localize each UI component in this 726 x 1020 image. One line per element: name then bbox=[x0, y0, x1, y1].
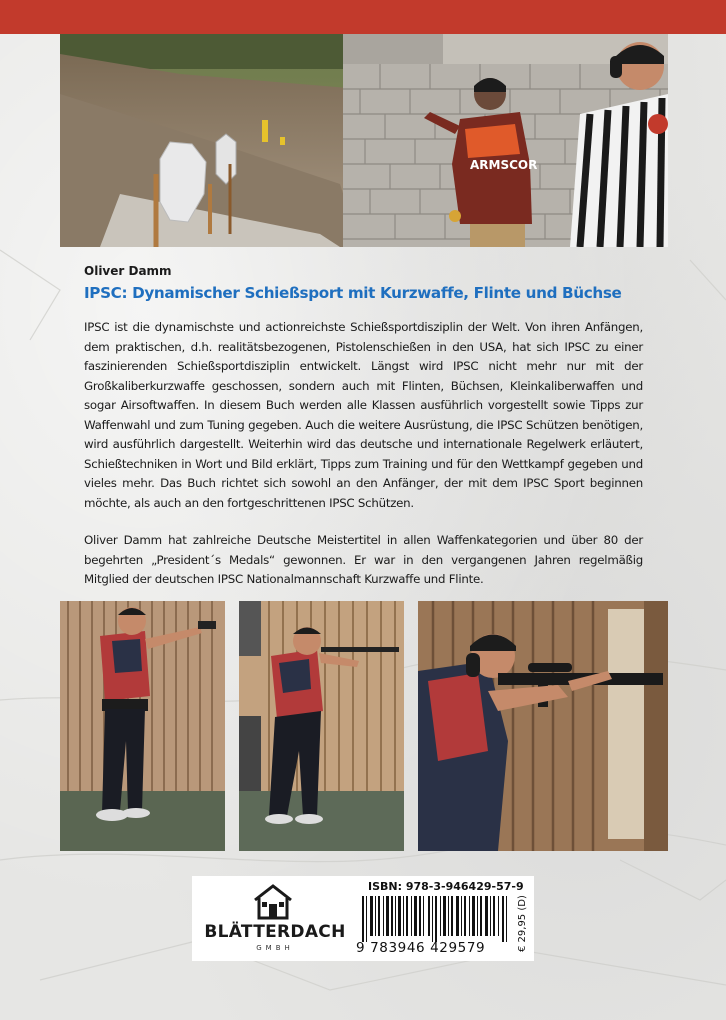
publisher-suffix: GMBH bbox=[256, 944, 294, 952]
photo-rifle-shooter bbox=[418, 601, 668, 851]
barcode-digits: 9 783946 429579 bbox=[356, 940, 486, 956]
author-name: Oliver Damm bbox=[84, 264, 172, 278]
isbn-block bbox=[192, 876, 534, 961]
jersey-text: ARMSCOR bbox=[470, 158, 538, 172]
photo-shotgun-shooter bbox=[239, 601, 404, 851]
hero-photo bbox=[60, 34, 668, 247]
photo-pistol-shooter bbox=[60, 601, 225, 851]
author-bio-paragraph: Oliver Damm hat zahlreiche Deutsche Meistertitel in allen Waffenkategorien und über 80 der begehrten „President´s Medals“ gewonnen. Er war in den vergangenen Jahren regelmäßig Mitglied der deutschen IPSC Nationalmannschaft Kurzwaffe und Flinte. bbox=[84, 533, 643, 586]
description-paragraph: IPSC ist die dynamischste und actionreichste Schießsportdisziplin der Welt. Von ihren Anfängen, dem praktischen, d.h. realitätsbezogenen, Pistolenschießen in den USA, hat sich IPSC zu einer faszinierenden Schießsportdisziplin entwickelt. Längst wird IPSC nicht mehr nur mit der Großkaliberkurzwaffe geschossen, sondern auch mit Flinten, Büchsen, Kleinkaliberwaffen und sogar Airsoftwaffen. In diesem Buch werden alle Klassen ausführlich vorgestellt sowie Tipps zur Waffenwahl und zum Tuning gegeben. Auch die weitere Ausrüstung, die IPSC Schützen benötigen, wird ausführlich dargestellt. Weiterhin wird das deutsche und internationale Regelwerk erläutert, Schießtechniken in Wort und Bild erklärt, Tipps zum Training und für den Wettkampf gegeben und vieles mehr. Das Buch richtet sich sowohl an den Anfänger, der mit dem IPSC Sport beginnen möchte, als auch an den fortgeschrittenen IPSC Schützen. bbox=[84, 320, 643, 510]
house-icon bbox=[250, 882, 296, 922]
publisher-name: BLÄTTERDACH bbox=[204, 922, 346, 942]
book-title: IPSC: Dynamischer Schießsport mit Kurzwaffe, Flinte und Büchse bbox=[84, 284, 622, 302]
barcode bbox=[362, 896, 512, 942]
price-label: € 29,95 (D) bbox=[517, 895, 528, 952]
top-color-bar bbox=[0, 0, 726, 34]
isbn-label: ISBN: 978-3-946429-57-9 bbox=[368, 880, 524, 893]
